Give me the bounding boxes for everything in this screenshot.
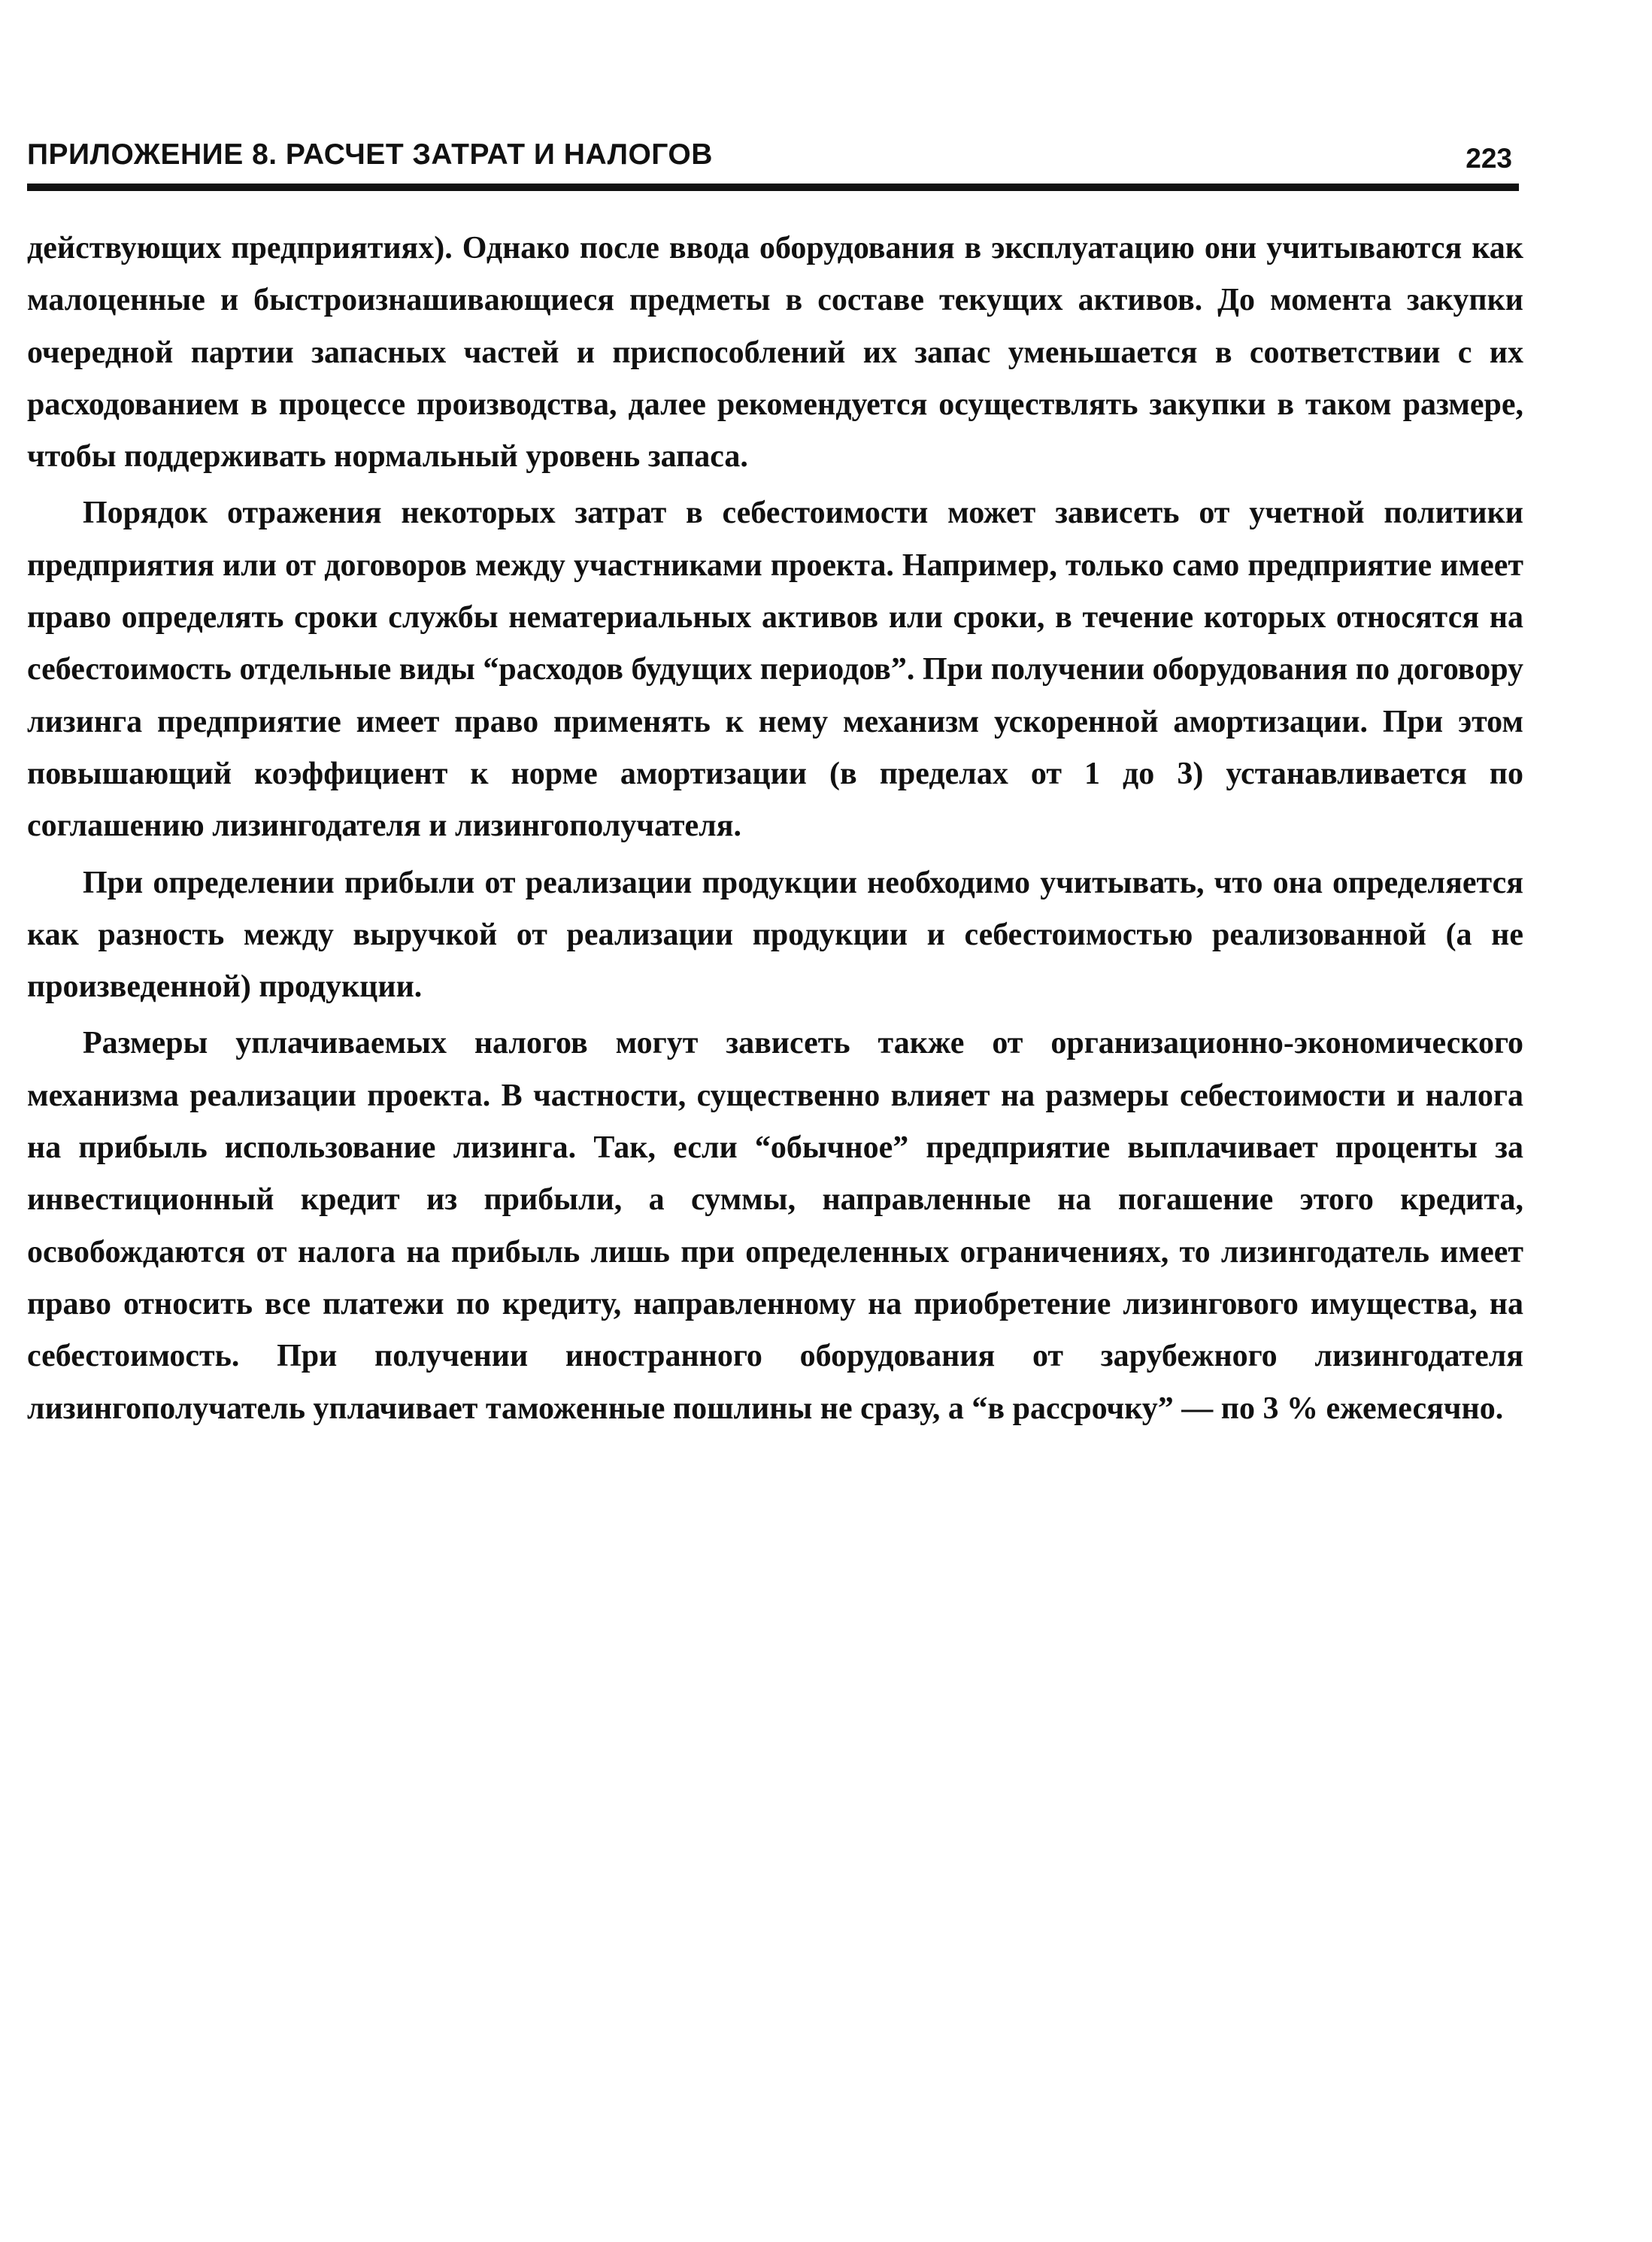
paragraph-cost-accounting: Порядок отражения некоторых затрат в себестоимости может зависеть от учетной политики предприятия или от договоров между участниками проекта. Например, только само предприятие имеет право определять сроки службы нематериальных активов или сроки, в течение которых относятся на себестоимость отдельные виды “расходов будущих периодов”. При получении оборудования по договору лизинга предприятие имеет право применять к нему механизм ускоренной амортизации. При этом повышающий коэффициент к норме амортизации (в пределах от 1 до 3) устанавливается по соглашению лизингодателя и лизингополучателя. [27,496,1523,844]
paragraph-continued: действующих предприятиях). Однако после ввода оборудования в эксплуатацию они учитываются как малоценные и быстроизнашивающиеся предметы в составе текущих активов. До момента закупки очередной партии запасных частей и приспособлений их запас уменьшается в соответствии с их расходованием в процессе производства, далее рекомендуется осуществлять закупки в таком размере, чтобы поддерживать нормальный уровень запаса. [27,231,1523,475]
paragraph-tax-leasing: Размеры уплачиваемых налогов могут зависеть также от организационно-экономического механизма реализации проекта. В частности, существенно влияет на размеры себестоимости и налога на прибыль использование лизинга. Так, если “обычное” предприятие выплачивает проценты за инвестиционный кредит из прибыли, а суммы, направленные на погашение этого кредита, освобождаются от налога на прибыль лишь при определенных ограничениях, то лизингодатель имеет право относить все платежи по кредиту, направленному на приобретение лизингового имущества, на себестоимость. При получении иностранного оборудования от зарубежного лизингодателя лизингополучатель уплачивает таможенные пошлины не сразу, а “в рассрочку” — по 3 % ежемесячно. [27,1026,1523,1426]
body-text [27,223,1523,1440]
chapter-title: ПРИЛОЖЕНИЕ 8. РАСЧЕТ ЗАТРАТ И НАЛОГОВ [27,138,713,171]
header-rule [27,184,1519,191]
page-number: 223 [1466,143,1512,174]
running-header [27,134,1512,177]
paragraph-profit-definition: При определении прибыли от реализации продукции необходимо учитывать, что она определяется как разность между выручкой от реализации продукции и себестоимостью реализованной (а не произведенной) продукции. [27,865,1523,1005]
